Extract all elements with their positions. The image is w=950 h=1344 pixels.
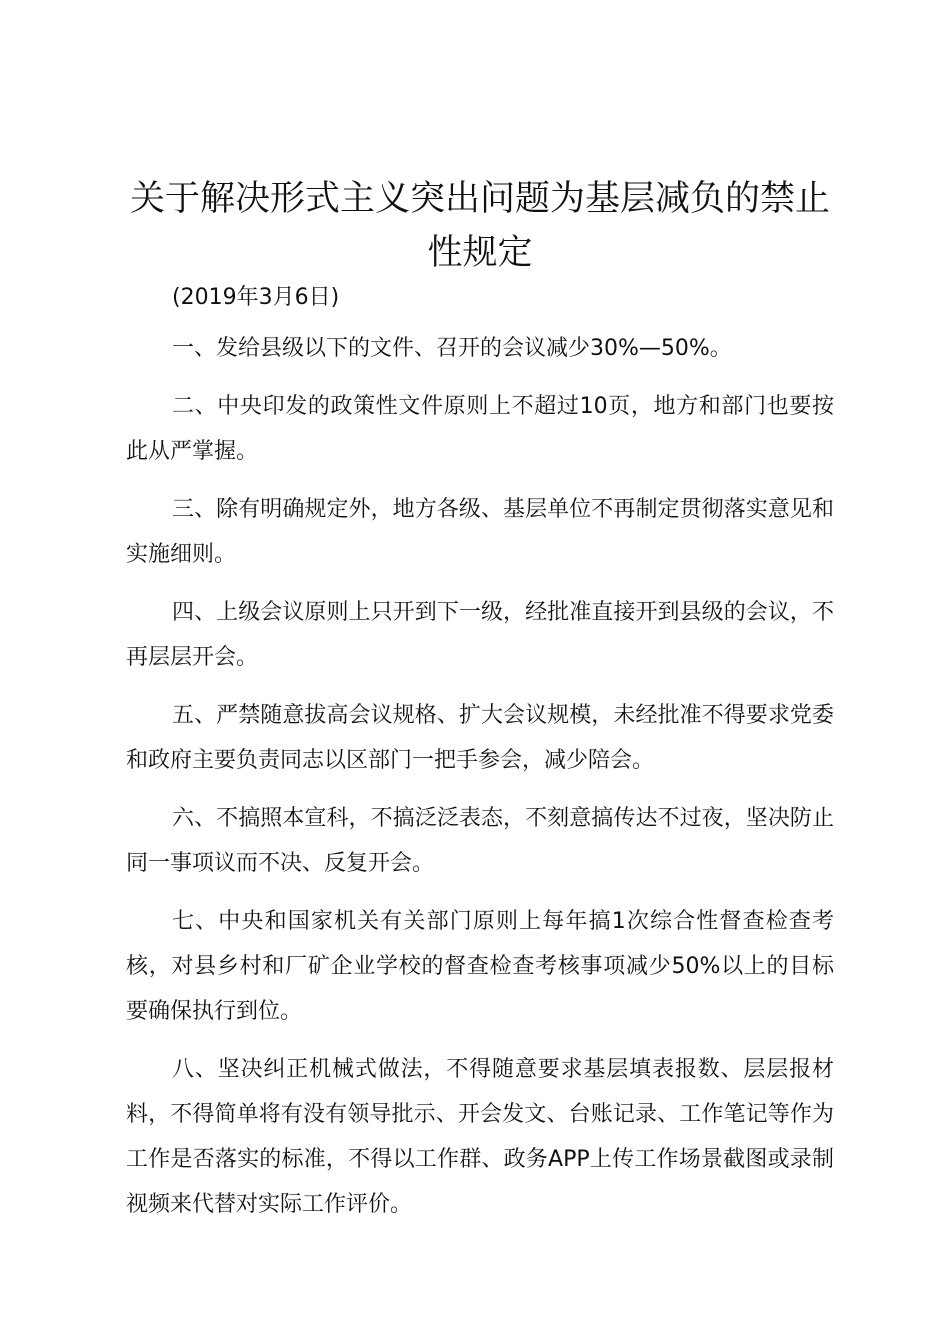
paragraph-2: 二、中央印发的政策性文件原则上不超过10页，地方和部门也要按此从严掌握。 (126, 394, 834, 464)
paragraph-6: 六、不搞照本宣科，不搞泛泛表态，不刻意搞传达不过夜，坚决防止同一事项议而不决、反复开会。 (126, 806, 834, 876)
paragraph-7: 七、中央和国家机关有关部门原则上每年搞1次综合性督查检查考核，对县乡村和厂矿企业学校的督查检查考核事项减少50%以上的目标要确保执行到位。 (126, 909, 834, 1024)
paragraph-5: 五、严禁随意拔高会议规格、扩大会议规模，未经批准不得要求党委和政府主要负责同志以区部门一把手参会，减少陪会。 (126, 703, 834, 773)
paragraph-8: 八、坚决纠正机械式做法，不得随意要求基层填表报数、层层报材料，不得简单将有没有领导批示、开会发文、台账记录、工作笔记等作为工作是否落实的标准，不得以工作群、政务APP上传工作场景截图或录制视频来代替对实际工作评价。 (126, 1057, 834, 1217)
paragraph-3: 三、除有明确规定外，地方各级、基层单位不再制定贯彻落实意见和实施细则。 (126, 497, 834, 567)
document-body (126, 326, 834, 1240)
document-date: (2019年3月6日) (172, 285, 340, 310)
paragraph-4: 四、上级会议原则上只开到下一级，经批准直接开到县级的会议，不再层层开会。 (126, 600, 834, 670)
paragraph-1: 一、发给县级以下的文件、召开的会议减少30%—50%。 (172, 336, 732, 361)
document-title: 关于解决形式主义突出问题为基层减负的禁止性规定 (129, 179, 830, 273)
